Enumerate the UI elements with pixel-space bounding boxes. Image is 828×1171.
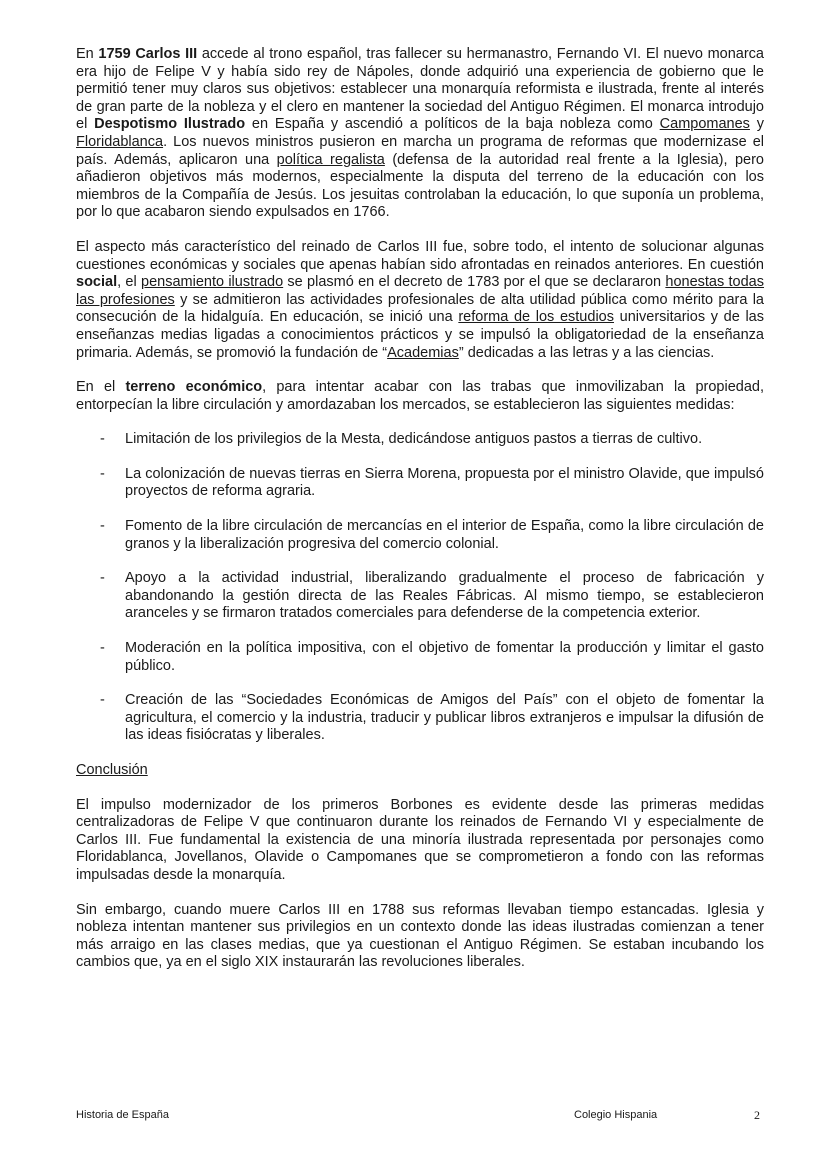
conclusion-heading: Conclusión xyxy=(76,762,148,778)
text-run: en España y ascendió a políticos de la baja nobleza como xyxy=(245,116,660,133)
text-run: (defensa de la autoridad real frente a la Iglesia), pero añadieron objetivos más modernos, especialmente la disputa del terreno de la educación con los miembros de la Compañía de Jesús. Los jesuitas controlaban la educación, lo que suponía un problema, por lo que acabaron siendo expulsados en 1766. xyxy=(76,151,765,221)
list-item xyxy=(76,431,764,449)
bullet-dash: - xyxy=(100,465,105,482)
text-run: accede al trono español, tras fallecer su hermanastro, Fernando VI. El nuevo monarca era hijo de Felipe V y había sido rey de Nápoles, donde adquirió una experiencia de gobierno que le permitió tener muy claros sus objetivos: establecer una monarquía reformista e ilustrada, frente al interés de gran parte de la nobleza y el clero en mantener la sociedad del Antiguo Régimen. El monarca introdujo el xyxy=(76,46,764,133)
list-item xyxy=(76,570,764,623)
list-item xyxy=(76,518,764,553)
list-item xyxy=(76,466,764,501)
paragraph-reign-intro xyxy=(76,46,764,222)
underlined-term: Floridablanca xyxy=(76,133,164,150)
list-item-text: Moderación en la política impositiva, con el objetivo de fomentar la producción y limitar el gasto público. xyxy=(125,640,764,674)
page-number: 2 xyxy=(754,1108,760,1122)
text-run: ” dedicadas a las letras y a las ciencias. xyxy=(458,344,715,361)
text-run: , para intentar acabar con las trabas que inmovilizaban la propiedad, entorpecían la libre circulación y amordazaban los mercados, se establecieron las siguientes medidas: xyxy=(76,379,764,413)
text-run: En xyxy=(76,46,99,62)
underlined-term: Academias xyxy=(387,344,459,361)
bold-term: terreno económico xyxy=(125,379,263,396)
text-run: y xyxy=(749,116,764,133)
list-item xyxy=(76,640,764,675)
paragraph-conclusion-1: El impulso modernizador de los primeros Borbones es evidente desde las primeras medidas centralizadoras de Felipe V que continuaron durante los reinados de Fernando VI y especialmente de Carlos III. Fue fundamental la existencia de una minoría ilustrada representada por personajes como Floridablanca, Jovellanos, Olavide o Campomanes que se comprometieron a fondo con las reformas impulsadas desde la monarquía. xyxy=(76,796,764,883)
footer-school: Colegio Hispania xyxy=(574,1109,658,1121)
underlined-term: pensamiento ilustrado xyxy=(141,274,284,291)
paragraph-social-reforms xyxy=(76,239,764,362)
text-run: , el xyxy=(117,274,142,291)
bullet-dash: - xyxy=(100,640,105,657)
bullet-dash: - xyxy=(100,570,105,587)
paragraph-conclusion-2: Sin embargo, cuando muere Carlos III en 1788 sus reformas llevaban tiempo estancadas. Iglesia y nobleza intentan mantener sus privilegios en un contexto donde las ideas ilustradas comienzan a tener más arraigo en las clases medias, que ya cuestionan el Antiguo Régimen. Se estaban incubando los cambios que, ya en el siglo XIX instaurarán las revoluciones liberales. xyxy=(76,901,764,971)
bullet-dash: - xyxy=(100,518,105,535)
text-run: se plasmó en el decreto de 1783 por el que se declararon xyxy=(283,274,666,291)
footer-subject: Historia de España xyxy=(76,1109,169,1121)
underlined-term: política regalista xyxy=(276,151,385,168)
bold-term: Despotismo Ilustrado xyxy=(94,116,246,133)
text-run: universitarios y de las enseñanzas medias ligadas a conocimientos prácticos y se impulsó la obligatoriedad de la enseñanza primaria. Además, se promovió la fundación de “ xyxy=(76,309,764,361)
bold-term: social xyxy=(76,274,118,291)
paragraph-economic-intro xyxy=(76,379,764,414)
economic-measures-list xyxy=(76,431,764,745)
underlined-term: honestas todas las profesiones xyxy=(76,274,765,308)
underlined-term: Campomanes xyxy=(659,116,750,133)
list-item-text: La colonización de nuevas tierras en Sierra Morena, propuesta por el ministro Olavide, que impulsó proyectos de reforma agraria. xyxy=(125,465,764,500)
text-run: y se admitieron las actividades profesionales de alta utilidad pública como mérito para la consecución de la hidalguía. En educación, se inició una xyxy=(76,291,764,326)
list-item-text: Creación de las “Sociedades Económicas de Amigos del País” con el objeto de fomentar la agricultura, el comercio y la industria, traducir y publicar libros extranjeros e impulsar la difusión de las ideas fisiócratas y liberales. xyxy=(125,692,764,744)
list-item-text: Apoyo a la actividad industrial, liberalizando gradualmente el proceso de fabricación y abandonando la gestión directa de las Reales Fábricas. Al mismo tiempo, se establecieron aranceles y se firmaron tratados comerciales para defenderse de la competencia exterior. xyxy=(125,570,764,622)
text-run: El aspecto más característico del reinado de Carlos III fue, sobre todo, el intento de solucionar algunas cuestiones económicas y sociales que apenas habían sido afrontadas en reinados anteriores. En cuestión xyxy=(76,238,764,273)
list-item-text: Fomento de la libre circulación de mercancías en el interior de España, como la libre circulación de granos y la liberalización progresiva del comercio colonial. xyxy=(125,518,764,552)
bullet-dash: - xyxy=(100,692,105,709)
text-run: . Los nuevos ministros pusieron en marcha un programa de reformas que modernizase el país. Además, aplicaron una xyxy=(76,133,764,168)
bold-term: 1759 Carlos III xyxy=(98,46,198,62)
list-item-text: Limitación de los privilegios de la Mesta, dedicándose antiguos pastos a tierras de cultivo. xyxy=(125,431,703,448)
list-item xyxy=(76,692,764,745)
document-body xyxy=(76,46,764,972)
bullet-dash: - xyxy=(100,431,105,448)
underlined-term: reforma de los estudios xyxy=(458,309,614,326)
text-run: En el xyxy=(76,379,126,396)
